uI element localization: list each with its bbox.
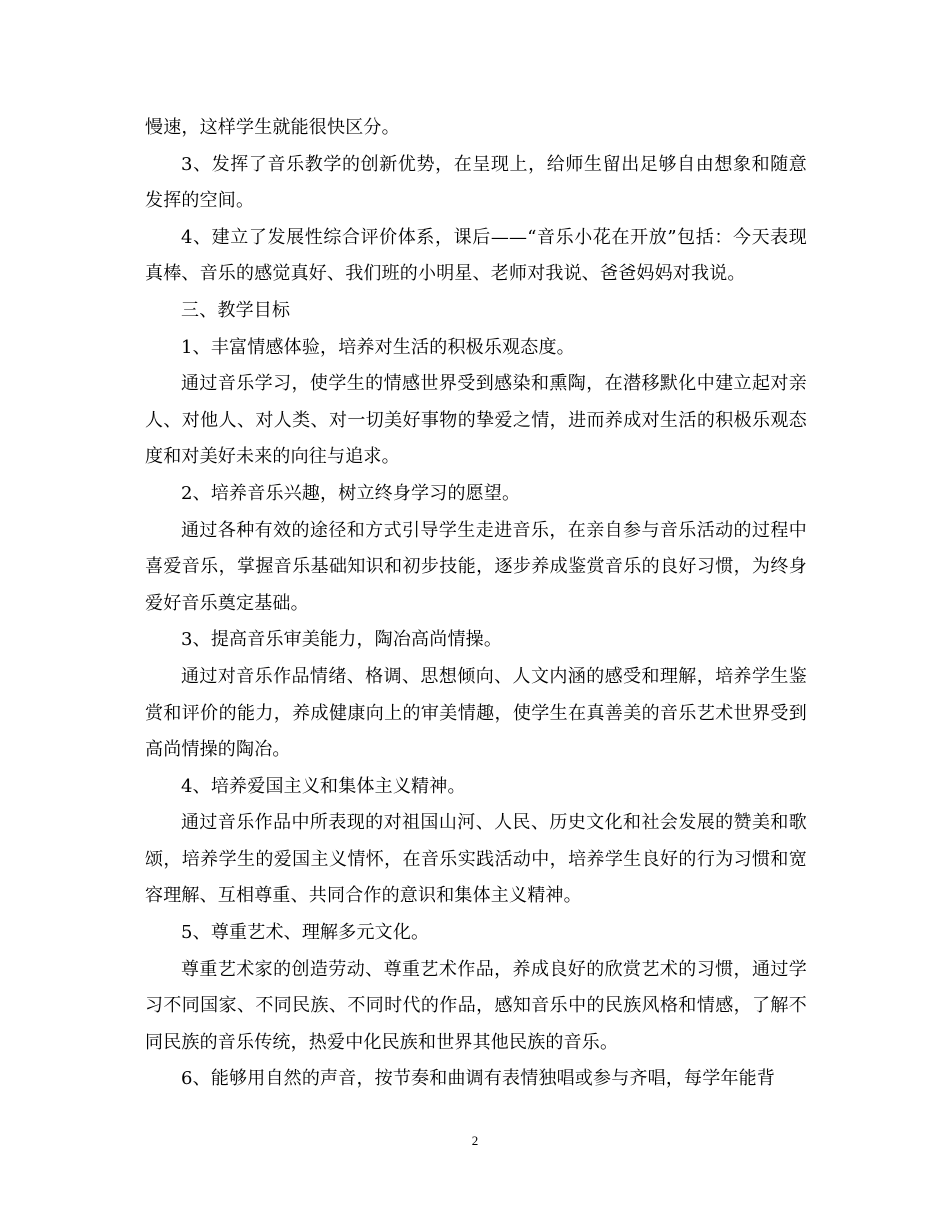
- paragraph: 3、发挥了音乐教学的创新优势，在呈现上，给师生留出足够自由想象和随意发挥的空间。: [145, 153, 807, 212]
- goal-heading: 2、培养音乐兴趣，树立终身学习的愿望。: [181, 482, 521, 504]
- goal-heading: 3、提高音乐审美能力，陶冶高尚情操。: [181, 629, 503, 651]
- paragraph: 通过音乐作品中所表现的对祖国山河、人民、历史文化和社会发展的赞美和歌颂，培养学生的爱国主义情怀，在音乐实践活动中，培养学生良好的行为习惯和宽容理解、互相尊重、共同合作的意识和集体主义精神。: [145, 812, 807, 907]
- goal-heading: 5、尊重艺术、理解多元文化。: [181, 922, 430, 944]
- goal-heading: 1、丰富情感体验，培养对生活的积极乐观态度。: [181, 336, 575, 358]
- paragraph: 通过各种有效的途径和方式引导学生走进音乐，在亲自参与音乐活动的过程中喜爱音乐，掌握音乐基础知识和初步技能，逐步养成鉴赏音乐的良好习惯，为终身爱好音乐奠定基础。: [145, 519, 807, 614]
- section-heading: 三、教学目标: [181, 299, 291, 321]
- paragraph: 通过音乐学习，使学生的情感世界受到感染和熏陶，在潜移默化中建立起对亲人、对他人、对人类、对一切美好事物的挚爱之情，进而养成对生活的积极乐观态度和对美好未来的向往与追求。: [145, 373, 807, 468]
- paragraph: 通过对音乐作品情绪、格调、思想倾向、人文内涵的感受和理解，培养学生鉴赏和评价的能力，养成健康向上的审美情趣，使学生在真善美的音乐艺术世界受到高尚情操的陶冶。: [145, 665, 807, 761]
- page-number: 2: [471, 1133, 479, 1148]
- paragraph: 尊重艺术家的创造劳动、尊重艺术作品，养成良好的欣赏艺术的习惯，通过学习不同国家、不同民族、不同时代的作品，感知音乐中的民族风格和情感，了解不同民族的音乐传统，热爱中化民族和世界其他民族的音乐。: [145, 958, 807, 1053]
- document-body: [145, 110, 807, 1098]
- goal-heading: 4、培养爱国主义和集体主义精神。: [181, 775, 466, 797]
- paragraph: 慢速，这样学生就能很快区分。: [145, 117, 400, 138]
- paragraph: 4、建立了发展性综合评价体系，课后——“音乐小花在开放”包括：今天表现真棒、音乐的感觉真好、我们班的小明星、老师对我说、爸爸妈妈对我说。: [145, 226, 807, 285]
- goal-heading: 6、能够用自然的声音，按节奏和曲调有表情独唱或参与齐唱，每学年能背: [181, 1068, 776, 1090]
